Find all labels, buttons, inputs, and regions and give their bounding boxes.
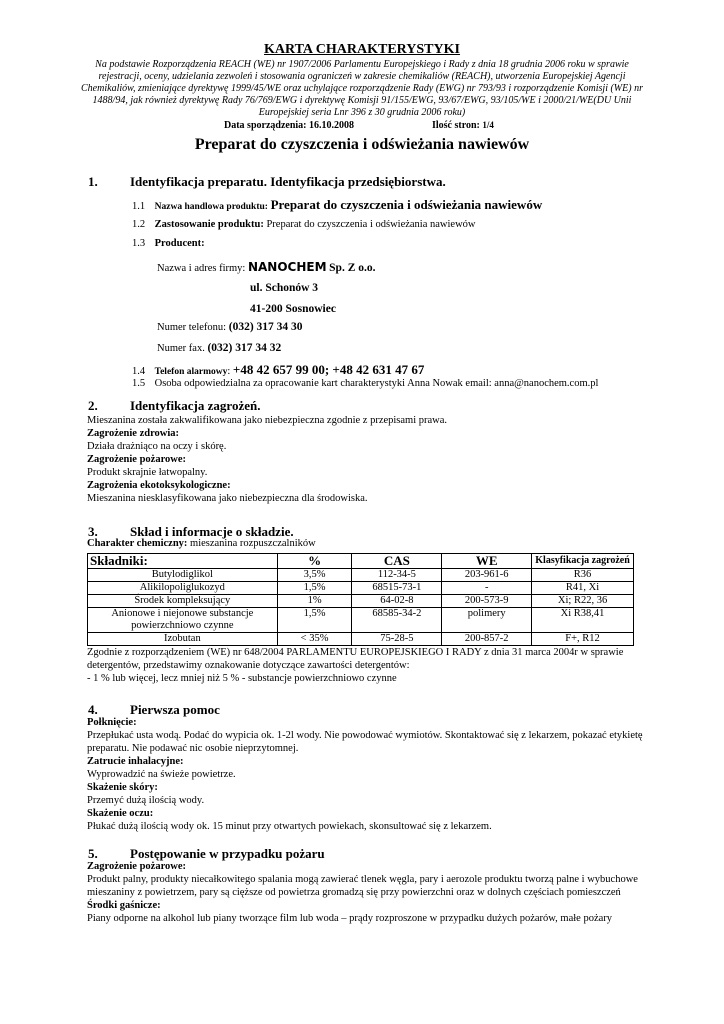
cell-percent: < 35%	[277, 633, 352, 646]
table-row	[88, 633, 634, 646]
col-header-classification: Klasyfikacja zagrożeń	[532, 554, 634, 569]
cell-cas: 68585-34-2	[352, 608, 442, 633]
section-2-body: Mieszanina została zakwalifikowana jako niebezpieczna zgodnie z przepisami prawa. Zagrożenie zdrowia: Działa drażniąco na oczy i skórę. Zagrożenie pożarowe: Produkt skrajnie łatwopalny. Zagrożenia ekotoksykologiczne: Mieszanina niesklasyfikowana jako niebezpieczna dla środowiska.	[87, 415, 448, 504]
composition-table	[87, 553, 634, 646]
cell-we: 200-857-2	[442, 633, 532, 646]
company-street: ul. Schonów 3	[250, 282, 319, 294]
fax-row: Numer fax. (032) 317 34 32	[157, 342, 282, 354]
section-1-heading: 1. Identyfikacja preparatu. Identyfikacja przedsiębiorstwa.	[88, 174, 446, 189]
cell-percent: 1%	[277, 595, 352, 608]
legal-basis: Na podstawie Rozporządzenia REACH (WE) nr 1907/2006 Parlamentu Europejskiego i Rady z dnia 18 grudnia 2006 roku w sprawie rejestracji, oceny, udzielania zezwoleń i stosowania ograniczeń w zakresie chemikaliów (REACH), utworzenia Europejskiej Agencji Chemikaliów, zmieniające dyrektywę 1999/45/WE oraz uchylające rozporządzenie Rady (EWG) nr 793/93 i rozporządzenie Komisji (WE) nr 1488/94, jak również dyrektywę Rady 76/769/EWG i dyrektywę Komisji 91/155/EWG, 93/67/EWG, 93/105/WE i 2000/21/WE(DU Unii Europejskiej seria Lnr 396 z 30 grudnia 2006 roku)	[81, 59, 643, 118]
col-header-we: WE	[442, 554, 532, 569]
emergency-phone-row: 1.4 Telefon alarmowy: +48 42 657 99 00; +48 42 631 47 67	[132, 362, 425, 377]
responsible-person-row: 1.5 Osoba odpowiedzialna za opracowanie kart charakterystyki Anna Nowak email: anna@nanochem.com.pl	[132, 378, 599, 389]
table-row	[88, 569, 634, 582]
col-header-components: Składniki:	[88, 554, 278, 569]
section-4-body: Połknięcie: Przepłukać usta wodą. Podać do wypicia ok. 1-2l wody. Nie powodować wymiotów. Skontaktować się z lekarzem, pokazać etykietę preparatu. Nie podawać nic osobie nieprzytomnej. Zatrucie inhalacyjne: Wyprowadzić na świeże powietrze. Skażenie skóry: Przemyć dużą ilością wody. Skażenie oczu: Płukać dużą ilością wody ok. 15 minut przy otwartych powiekach, skonsultować się z lekarzem.	[87, 717, 643, 832]
trade-name-row: 1.1 Nazwa handlowa produktu: Preparat do czyszczenia i odświeżania nawiewów	[132, 197, 543, 212]
company-name: NANOCHEM	[247, 260, 327, 274]
section-5-heading: 5. Postępowanie w przypadku pożaru	[88, 846, 325, 861]
cell-classification: R36	[532, 569, 634, 582]
cell-we: 203-961-6	[442, 569, 532, 582]
cell-component: Butylodiglikol	[88, 569, 278, 582]
cell-component: Anionowe i niejonowe substancje powierzchniowo czynne	[88, 608, 278, 633]
section-2-heading: 2. Identyfikacja zagrożeń.	[88, 398, 261, 413]
phone-row: Numer telefonu: (032) 317 34 30	[157, 321, 303, 333]
cell-cas: 68515-73-1	[352, 582, 442, 595]
cell-we: 200-573-9	[442, 595, 532, 608]
document-title: KARTA CHARAKTERYSTYKI	[264, 42, 460, 57]
cell-percent: 1,5%	[277, 582, 352, 595]
cell-classification: Xi; R22, 36	[532, 595, 634, 608]
chemical-character-row: Charakter chemiczny: mieszanina rozpuszczalników	[87, 538, 316, 549]
cell-we: polimery	[442, 608, 532, 633]
cell-cas: 112-34-5	[352, 569, 442, 582]
section-4-heading: 4. Pierwsza pomoc	[88, 702, 220, 717]
cell-component: Środek kompleksujący	[88, 595, 278, 608]
table-row	[88, 582, 634, 595]
detergent-note: Zgodnie z rozporządzeniem (WE) nr 648/2004 PARLAMENTU EUROPEJSKIEGO I RADY z dnia 31 marca 2004r w sprawie detergentów, przedstawimy oznakowanie dotyczące zawartości detergentów: - 1 % lub więcej, lecz mniej niż 5 % - substancje powierzchniowo czynne	[87, 647, 624, 684]
product-title: Preparat do czyszczenia i odświeżania nawiewów	[194, 136, 530, 153]
cell-percent: 3,5%	[277, 569, 352, 582]
company-name-row: Nazwa i adres firmy: NANOCHEM Sp. Z o.o.	[157, 260, 376, 274]
cell-cas: 75-28-5	[352, 633, 442, 646]
table-row	[88, 608, 634, 633]
section-5-body: Zagrożenie pożarowe: Produkt palny, produkty niecałkowitego spalania mogą zawierać tlenek węgla, pary i aerozole produktu tworzą palne i wybuchowe mieszaniny z powietrzem, pary są cięższe od powietrza gromadzą się przy powierzchni oraz w dolnych częściach pomieszczeń Środki gaśnicze: Piany odporne na alkohol lub piany tworzące film lub woda – prądy rozproszone w przypadku dużych pożarów, małe pożary	[87, 861, 638, 924]
cell-classification: R41, Xi	[532, 582, 634, 595]
preparation-date: Data sporządzenia: 16.10.2008	[224, 120, 354, 131]
cell-we: -	[442, 582, 532, 595]
table-row	[88, 595, 634, 608]
section-3-heading: 3. Skład i informacje o składzie.	[88, 524, 294, 539]
cell-classification: F+, R12	[532, 633, 634, 646]
cell-component: Izobutan	[88, 633, 278, 646]
product-use-row: 1.2 Zastosowanie produktu: Preparat do czyszczenia i odświeżania nawiewów	[132, 219, 476, 230]
page-count: Ilość stron: 1/4	[432, 120, 494, 131]
col-header-percent: %	[277, 554, 352, 569]
cell-component: Alikilopoliglukozyd	[88, 582, 278, 595]
cell-classification: Xi R38,41	[532, 608, 634, 633]
cell-cas: 64-02-8	[352, 595, 442, 608]
col-header-cas: CAS	[352, 554, 442, 569]
cell-percent: 1,5%	[277, 608, 352, 633]
producer-row: 1.3 Producent:	[132, 238, 205, 249]
table-header-row	[88, 554, 634, 569]
company-city: 41-200 Sosnowiec	[250, 303, 336, 315]
